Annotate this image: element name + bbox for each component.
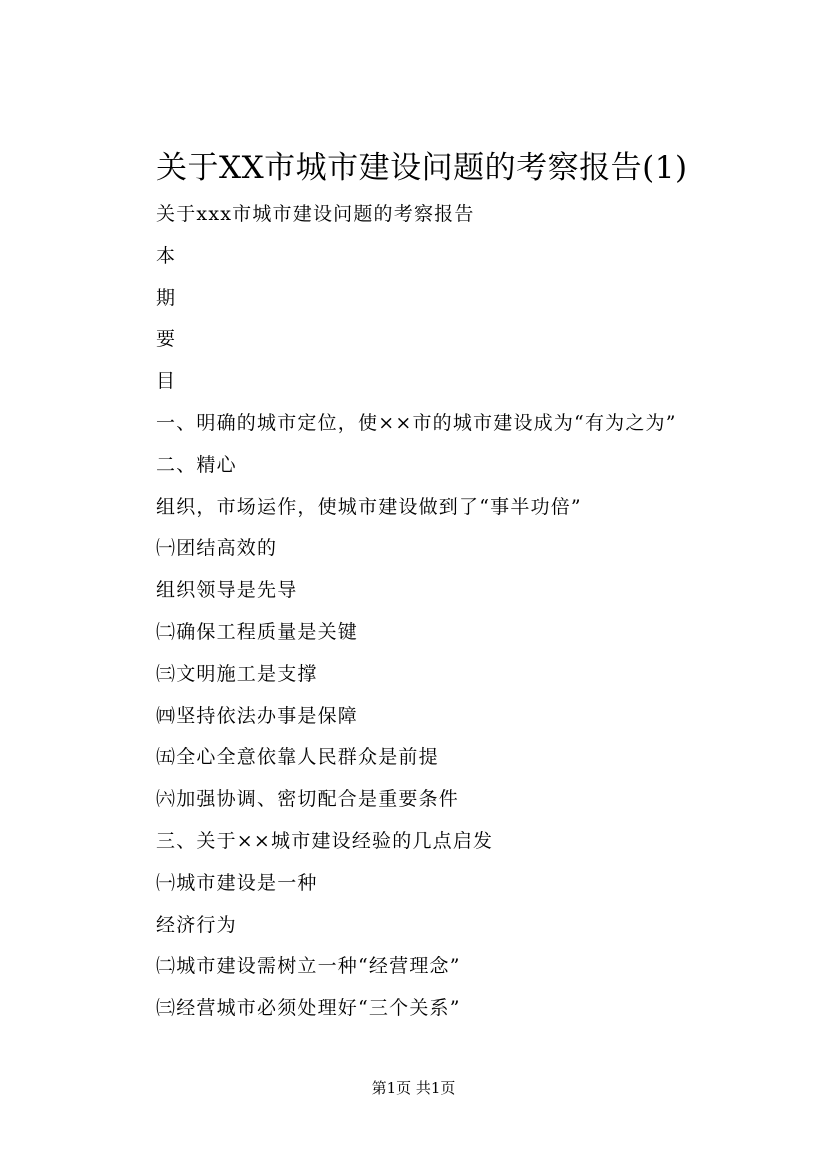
document-body <box>156 198 796 1034</box>
page-footer: 第1页 共1页 <box>371 1079 456 1097</box>
section-heading: 二、精心 <box>156 453 237 476</box>
body-line: 目 <box>156 370 177 393</box>
body-line: 组织领导是先导 <box>156 579 298 602</box>
list-item: ㈣坚持依法办事是保障 <box>156 704 359 727</box>
body-line: 本 <box>156 244 177 267</box>
list-item: ㈠城市建设是一种 <box>156 871 318 894</box>
section-heading: 三、关于××城市建设经验的几点启发 <box>156 829 494 852</box>
list-item: ㈢经营城市必须处理好“三个关系” <box>156 997 461 1020</box>
body-line: 期 <box>156 286 177 309</box>
body-line: 组织，市场运作，使城市建设做到了“事半功倍” <box>156 495 582 518</box>
list-item: ㈠团结高效的 <box>156 537 278 560</box>
body-line: 经济行为 <box>156 913 237 936</box>
body-line: 要 <box>156 328 177 351</box>
document-title: 关于XX市城市建设问题的考察报告(1) <box>156 150 688 186</box>
list-item: ㈤全心全意依靠人民群众是前提 <box>156 746 439 769</box>
body-line: 关于xxx市城市建设问题的考察报告 <box>156 203 475 225</box>
list-item: ㈢文明施工是支撑 <box>156 662 318 685</box>
section-heading: 一、明确的城市定位，使××市的城市建设成为“有为之为” <box>156 411 677 434</box>
list-item: ㈥加强协调、密切配合是重要条件 <box>156 788 460 811</box>
list-item: ㈡确保工程质量是关键 <box>156 620 359 643</box>
list-item: ㈡城市建设需树立一种“经营理念” <box>156 955 461 978</box>
